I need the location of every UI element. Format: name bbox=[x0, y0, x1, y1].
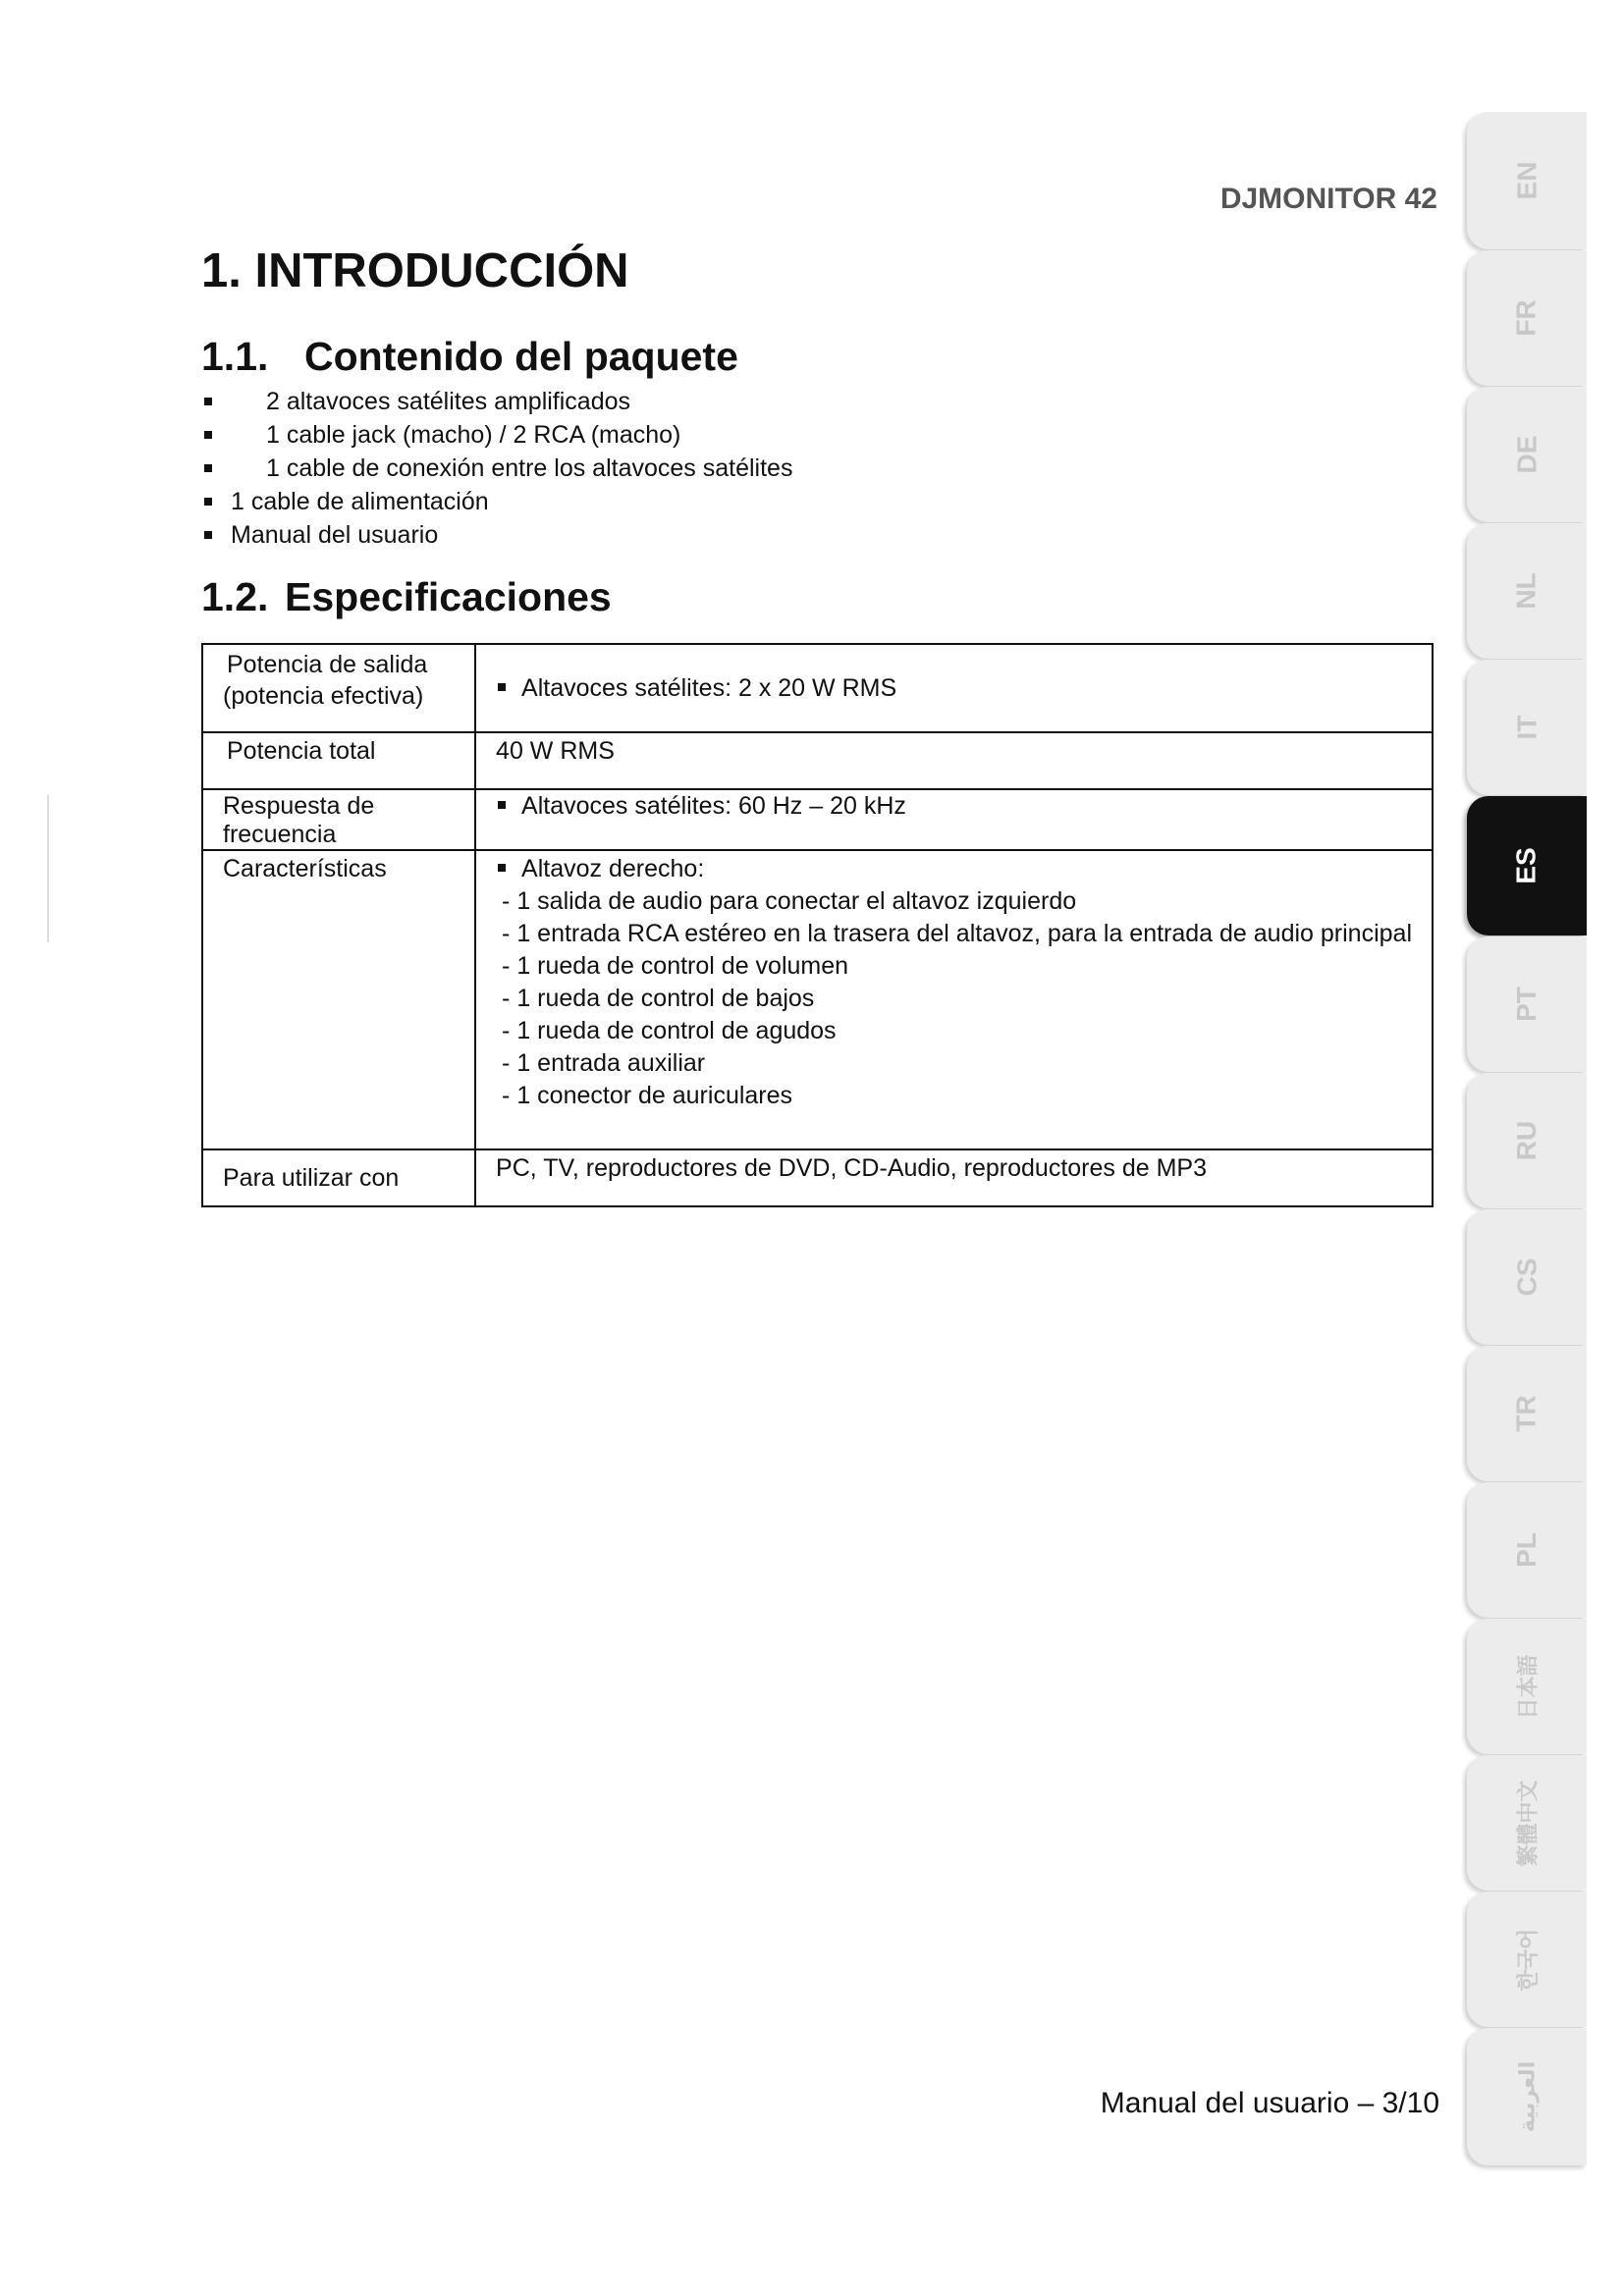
tab-label: EN bbox=[1511, 161, 1542, 200]
margin-mark bbox=[47, 795, 49, 942]
table-row bbox=[202, 789, 1433, 850]
table-row bbox=[202, 850, 1433, 1149]
list-item-text: 1 cable de conexión entre los altavoces satélites bbox=[266, 454, 793, 482]
list-item-text: 2 altavoces satélites amplificados bbox=[266, 388, 631, 415]
tab-tr[interactable] bbox=[1467, 1346, 1587, 1481]
list-item-text: 1 cable jack (macho) / 2 RCA (macho) bbox=[266, 421, 681, 449]
tab-label: FR bbox=[1510, 299, 1542, 337]
bullet-square-icon bbox=[204, 498, 212, 506]
feature-line: - 1 rueda de control de bajos bbox=[502, 985, 815, 1012]
tab-label: 日本語 bbox=[1515, 1653, 1541, 1720]
bullet-square-icon bbox=[204, 431, 212, 439]
spec-value-text: Altavoces satélites: 60 Hz – 20 kHz bbox=[521, 792, 906, 820]
spec-label bbox=[202, 1149, 475, 1206]
feature-line: - 1 entrada auxiliar bbox=[502, 1049, 706, 1077]
list-item-text: Manual del usuario bbox=[231, 521, 439, 549]
bullet-square-icon bbox=[498, 864, 506, 872]
features-head bbox=[496, 853, 1412, 885]
table-row bbox=[202, 732, 1433, 789]
features-head-text: Altavoz derecho: bbox=[521, 855, 705, 882]
specifications-table bbox=[201, 643, 1434, 1207]
bullet-square-icon bbox=[498, 801, 506, 809]
spec-value bbox=[475, 850, 1433, 1149]
spec-label bbox=[202, 732, 475, 789]
tab-label: ES bbox=[1510, 847, 1542, 884]
tab-label: 繁體中文 bbox=[1515, 1779, 1541, 1867]
spec-value bbox=[475, 644, 1433, 732]
section-heading-contenido bbox=[201, 334, 738, 380]
tab-label: CS bbox=[1511, 1257, 1542, 1297]
section-title-introduccion: 1. INTRODUCCIÓN bbox=[201, 244, 629, 297]
spec-value bbox=[475, 732, 1433, 789]
section-title: Contenido del paquete bbox=[304, 334, 738, 379]
spec-label-line: (potencia efectiva) bbox=[223, 682, 424, 710]
feature-line: - 1 rueda de control de agudos bbox=[502, 1017, 837, 1044]
section-title: Especificaciones bbox=[285, 574, 612, 619]
tab-es[interactable] bbox=[1467, 796, 1587, 935]
spec-label-text: Características bbox=[223, 855, 387, 882]
bullet-square-icon bbox=[498, 683, 506, 691]
tab-ko[interactable] bbox=[1467, 1892, 1587, 2027]
tab-label: TR bbox=[1510, 1395, 1542, 1432]
tab-zh-tw[interactable] bbox=[1467, 1755, 1587, 1891]
tab-label: PL bbox=[1511, 1532, 1542, 1568]
tab-cs[interactable] bbox=[1467, 1209, 1587, 1345]
tab-label: العربية bbox=[1514, 2060, 1539, 2133]
bullet-square-icon bbox=[204, 464, 212, 472]
spec-value-text: PC, TV, reproductores de DVD, CD-Audio, reproductores de MP3 bbox=[496, 1154, 1207, 1182]
tab-label: PT bbox=[1511, 987, 1542, 1022]
tab-nl[interactable] bbox=[1467, 523, 1587, 659]
tab-pl[interactable] bbox=[1467, 1482, 1587, 1618]
tab-label: DE bbox=[1511, 435, 1542, 474]
spec-label-text: Potencia total bbox=[227, 737, 376, 765]
spec-label bbox=[202, 850, 475, 1149]
spec-label-line: Potencia de salida bbox=[227, 651, 428, 678]
tab-ru[interactable] bbox=[1467, 1073, 1587, 1208]
table-row bbox=[202, 1149, 1433, 1206]
feature-line: - 1 conector de auriculares bbox=[502, 1082, 793, 1109]
spec-label bbox=[202, 789, 475, 850]
tab-it[interactable] bbox=[1467, 660, 1587, 795]
feature-line: - 1 rueda de control de volumen bbox=[502, 952, 849, 980]
bullet-square-icon bbox=[204, 531, 212, 539]
section-number: 1.1. bbox=[201, 334, 269, 379]
spec-value-text: Altavoces satélites: 2 x 20 W RMS bbox=[521, 673, 897, 702]
page-footer: Manual del usuario – 3/10 bbox=[1100, 2087, 1439, 2119]
section-number: 1.2. bbox=[201, 574, 269, 619]
spec-label-text: Para utilizar con bbox=[223, 1163, 400, 1192]
tab-en[interactable] bbox=[1467, 112, 1587, 249]
spec-value bbox=[475, 1149, 1433, 1206]
tab-ja[interactable] bbox=[1467, 1619, 1587, 1754]
tab-label: NL bbox=[1510, 572, 1542, 610]
spec-label-text: Respuesta de frecuencia bbox=[223, 792, 375, 848]
spec-value bbox=[475, 789, 1433, 850]
section-heading-especificaciones bbox=[201, 574, 612, 620]
list-item-text: 1 cable de alimentación bbox=[231, 488, 489, 515]
tab-label: IT bbox=[1510, 715, 1542, 740]
tab-ar[interactable] bbox=[1467, 2028, 1587, 2165]
model-name: DJMONITOR 42 bbox=[1219, 183, 1437, 215]
table-row bbox=[202, 644, 1433, 732]
spec-label bbox=[202, 644, 475, 732]
spec-value-text: 40 W RMS bbox=[496, 737, 615, 765]
tab-label: RU bbox=[1510, 1120, 1542, 1161]
bullet-square-icon bbox=[204, 398, 212, 405]
tab-fr[interactable] bbox=[1467, 250, 1587, 386]
tab-pt[interactable] bbox=[1467, 936, 1587, 1072]
feature-line: - 1 salida de audio para conectar el altavoz izquierdo bbox=[502, 887, 1077, 915]
tab-label: 한국어 bbox=[1515, 1928, 1541, 1991]
tab-de[interactable] bbox=[1467, 387, 1587, 522]
feature-line: - 1 entrada RCA estéreo en la trasera del altavoz, para la entrada de audio principal bbox=[502, 920, 1412, 947]
